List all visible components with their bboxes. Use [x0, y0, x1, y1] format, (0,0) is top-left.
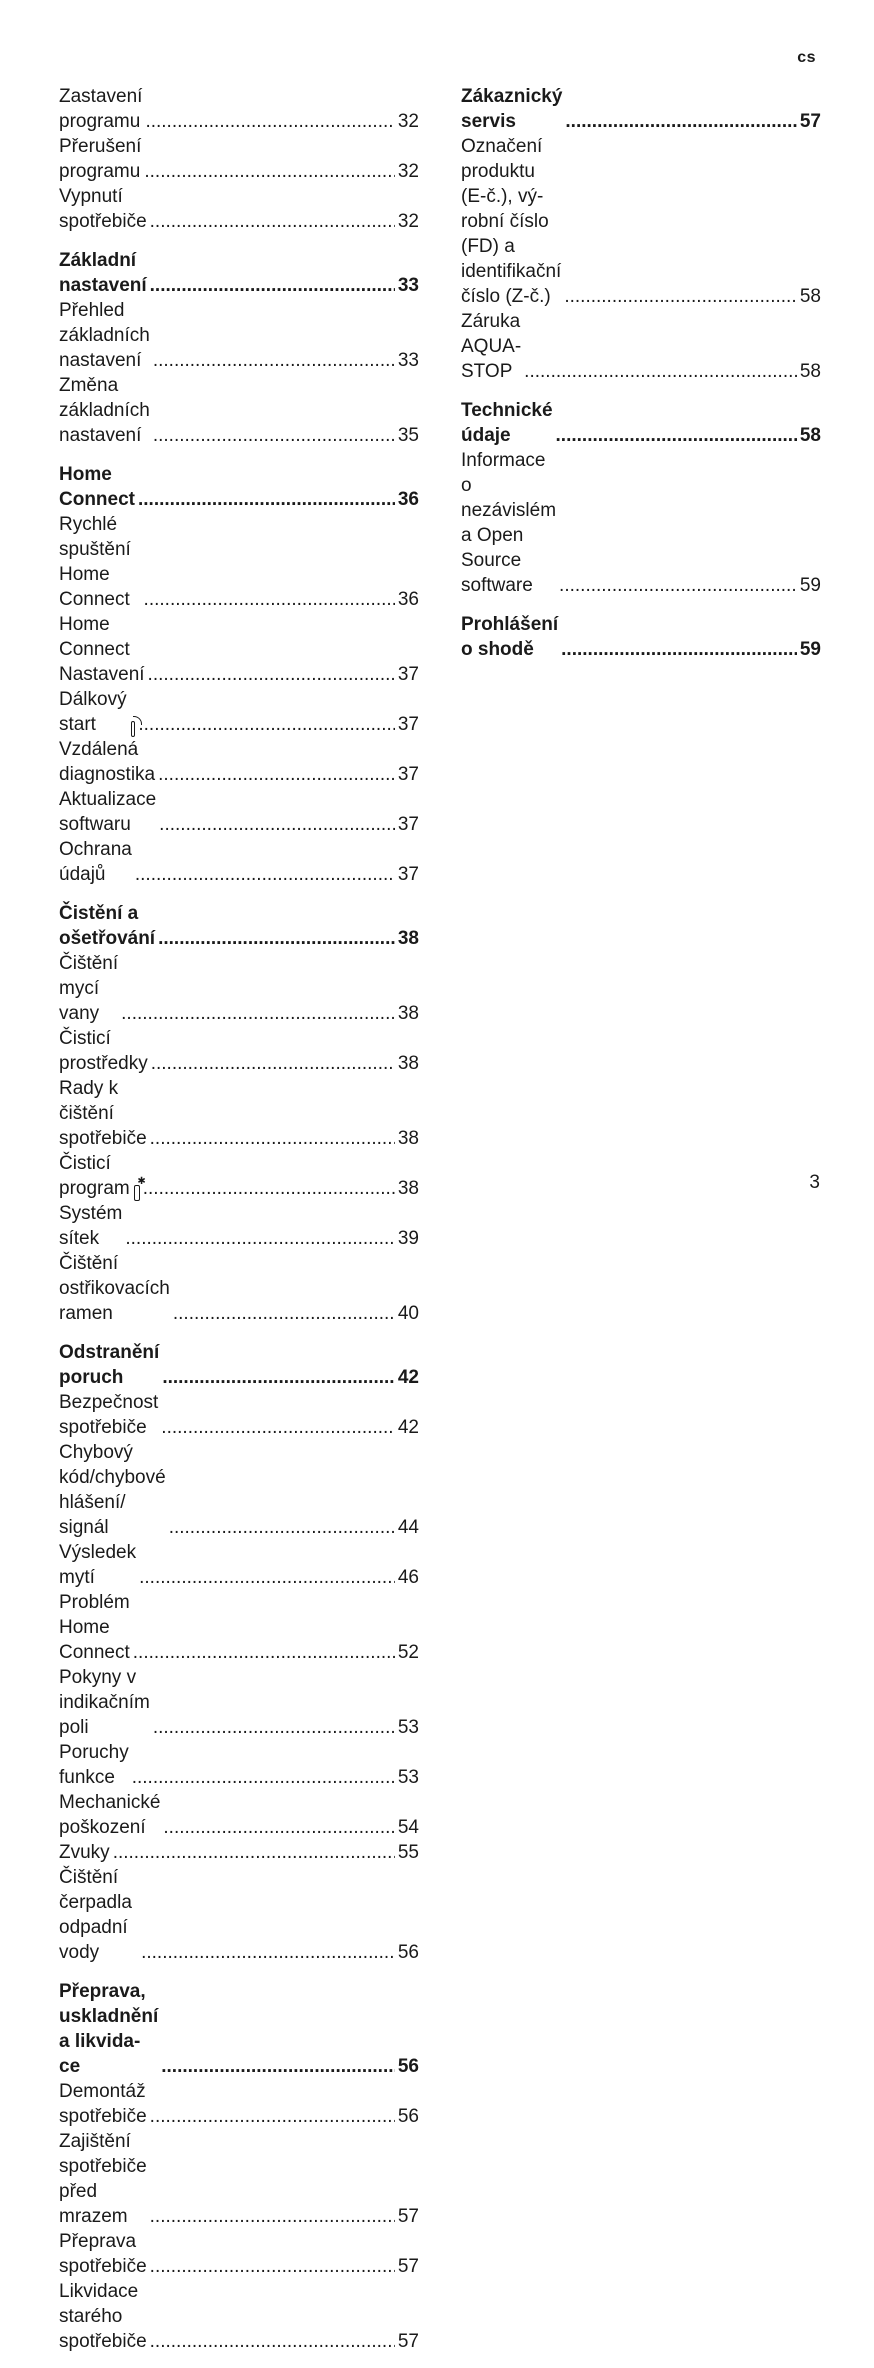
- toc-leader-dots: [151, 1051, 395, 1076]
- toc-page-number: 38: [397, 1003, 419, 1024]
- toc-leader-dots: [150, 273, 395, 298]
- toc-entry[interactable]: [59, 787, 419, 837]
- toc-entry[interactable]: [59, 184, 419, 234]
- toc-entry[interactable]: [59, 1440, 419, 1540]
- toc-leader-dots: [150, 2329, 395, 2354]
- toc-leader-dots: [135, 862, 395, 887]
- toc-page-number: 46: [397, 1567, 419, 1588]
- toc-page-number: 32: [397, 111, 419, 132]
- toc-leader-dots: [144, 159, 394, 184]
- toc-entry-label: Informace o nezávislém a Open Source software: [461, 450, 557, 596]
- toc-leader-dots: [150, 209, 395, 234]
- toc-section: [461, 84, 821, 384]
- toc-leader-dots: [139, 1565, 395, 1590]
- toc-leader-dots: [561, 637, 797, 662]
- toc-leader-dots: [144, 587, 395, 612]
- toc-leader-dots: [138, 712, 394, 737]
- toc-page-number: 44: [397, 1517, 419, 1538]
- toc-leader-dots: [150, 2204, 395, 2229]
- toc-left-column: [59, 84, 419, 2368]
- toc-page-number: 56: [397, 2056, 419, 2077]
- toc-leader-dots: [113, 1840, 395, 1865]
- toc-entry[interactable]: [59, 1076, 419, 1151]
- toc-entry-label: Systém sítek: [59, 1203, 123, 1249]
- toc-page-number: 39: [397, 1228, 419, 1249]
- toc-leader-dots: [150, 2104, 395, 2129]
- toc-leader-dots: [153, 348, 395, 373]
- toc-entry[interactable]: [59, 737, 419, 787]
- toc-leader-dots: [148, 662, 395, 687]
- toc-entry[interactable]: [59, 837, 419, 887]
- toc-leader-dots: [162, 1365, 395, 1390]
- toc-entry[interactable]: [59, 512, 419, 612]
- toc-entry-label: Vzdálená diagnostika: [59, 739, 156, 785]
- toc-entry-label: Zajištění spotřebiče před mrazem: [59, 2131, 147, 2227]
- toc-leader-dots: [524, 359, 797, 384]
- toc-entry-label: Zvuky: [59, 1842, 110, 1863]
- toc-page-number: 57: [397, 2206, 419, 2227]
- toc-page-number: 33: [397, 350, 419, 371]
- toc-section-heading[interactable]: [59, 1340, 419, 1390]
- toc-entry-label: Problém Home Connect: [59, 1592, 130, 1663]
- toc-section: [59, 84, 419, 234]
- toc-entry-label: Čisticí prostředky: [59, 1028, 148, 1074]
- toc-entry[interactable]: [59, 134, 419, 184]
- toc-page-number: 37: [397, 814, 419, 835]
- toc-leader-dots: [556, 423, 797, 448]
- toc-entry[interactable]: [59, 612, 419, 687]
- toc-entry[interactable]: [59, 1201, 419, 1251]
- toc-entry[interactable]: [59, 298, 419, 373]
- toc-entry-label: Home Connect Nastavení: [59, 614, 145, 685]
- toc-entry[interactable]: [461, 134, 821, 309]
- toc-entry-label: Dálkový start: [59, 689, 127, 735]
- toc-page-number: 53: [397, 1717, 419, 1738]
- toc-page-number: 37: [397, 764, 419, 785]
- toc-leader-dots: [564, 284, 797, 309]
- toc-section-heading[interactable]: [461, 398, 821, 448]
- toc-entry[interactable]: [59, 1026, 419, 1076]
- toc-page-number: 36: [397, 489, 419, 510]
- toc-entry[interactable]: [59, 1390, 419, 1440]
- toc-leader-dots: [169, 1515, 395, 1540]
- toc-section: [59, 248, 419, 448]
- toc-entry-label: Čistění a ošetřování: [59, 903, 156, 949]
- toc-leader-dots: [159, 812, 395, 837]
- toc-leader-dots: [559, 573, 797, 598]
- toc-entry[interactable]: [59, 1540, 419, 1590]
- toc-section: [461, 612, 821, 662]
- toc-leader-dots: [161, 1415, 395, 1440]
- toc-entry-label: Přeprava, uskladnění a likvida- ce: [59, 1981, 159, 2077]
- toc-leader-dots: [150, 1126, 395, 1151]
- toc-entry-label: Odstranění poruch: [59, 1342, 160, 1388]
- toc-page-number: 58: [799, 425, 821, 446]
- toc-right-column: [461, 84, 821, 676]
- toc-entry-label: Prohlášení o shodě: [461, 614, 559, 660]
- toc-entry-label: Záruka AQUA-STOP: [461, 311, 522, 382]
- toc-leader-dots: [121, 1001, 395, 1026]
- toc-entry-label: Zákaznický servis: [461, 86, 563, 132]
- toc-leader-dots: [163, 1815, 394, 1840]
- toc-section: [59, 1340, 419, 1965]
- toc-entry-label: Změna základních nastavení: [59, 375, 150, 446]
- toc-page-number: 32: [397, 211, 419, 232]
- toc-section: [59, 901, 419, 1326]
- toc-entry-label: Čištění mycí vany: [59, 953, 119, 1024]
- toc-entry-label: Bezpečnost spotřebiče: [59, 1392, 159, 1438]
- toc-entry-label: Technické údaje: [461, 400, 553, 446]
- toc-page-number: 37: [397, 864, 419, 885]
- toc-entry[interactable]: [461, 448, 821, 598]
- toc-page-number: 56: [397, 1942, 419, 1963]
- toc-entry[interactable]: [59, 1151, 419, 1201]
- toc-section-heading[interactable]: [59, 1979, 419, 2079]
- toc-entry[interactable]: [59, 1840, 419, 1865]
- toc-entry[interactable]: [59, 2229, 419, 2279]
- toc-entry-label: Označení produktu (E-č.), vý- robní číslo (FD) a identifikační číslo (Z-č.): [461, 136, 562, 307]
- toc-page-number: 56: [397, 2106, 419, 2127]
- cleaning-program-icon: [134, 1185, 140, 1201]
- toc-section-heading[interactable]: [59, 901, 419, 951]
- toc-leader-dots: [125, 1226, 395, 1251]
- toc-leader-dots: [158, 762, 395, 787]
- toc-entry-label: Demontáž spotřebiče: [59, 2081, 147, 2127]
- toc-page-number: 59: [799, 575, 821, 596]
- toc-entry-label: Výsledek mytí: [59, 1542, 137, 1588]
- toc-page-number: 57: [799, 111, 821, 132]
- toc-leader-dots: [138, 487, 395, 512]
- toc-section-heading[interactable]: [461, 84, 821, 134]
- language-code: cs: [797, 49, 816, 66]
- toc-section: [59, 1979, 419, 2354]
- toc-entry-label: Zastavení programu: [59, 86, 143, 132]
- toc-entry[interactable]: [59, 1865, 419, 1965]
- toc-entry-label: Čisticí program: [59, 1153, 130, 1199]
- toc-page-number: 38: [397, 1128, 419, 1149]
- toc-entry-label: Ochrana údajů: [59, 839, 132, 885]
- toc-leader-dots: [133, 1640, 395, 1665]
- toc-entry-label: Vypnutí spotřebiče: [59, 186, 147, 232]
- toc-entry[interactable]: [59, 1665, 419, 1740]
- page-number: 3: [809, 1172, 820, 1193]
- toc-entry-label: Likvidace starého spotřebiče: [59, 2281, 147, 2352]
- toc-page-number: 59: [799, 639, 821, 660]
- toc-page-number: 38: [397, 1178, 419, 1199]
- toc-page-number: 58: [799, 361, 821, 382]
- toc-entry-label: Home Connect: [59, 464, 135, 510]
- toc-page-number: 32: [397, 161, 419, 182]
- toc-section-heading[interactable]: [461, 612, 821, 662]
- toc-entry-label: Základní nastavení: [59, 250, 147, 296]
- toc-section: [59, 462, 419, 887]
- toc-page-number: 58: [799, 286, 821, 307]
- toc-entry[interactable]: [59, 2129, 419, 2229]
- toc-leader-dots: [143, 1176, 395, 1201]
- toc-entry-label: Pokyny v indikačním poli: [59, 1667, 150, 1738]
- toc-page-number: 33: [397, 275, 419, 296]
- toc-leader-dots: [132, 1765, 395, 1790]
- toc-entry-label: Přeprava spotřebiče: [59, 2231, 147, 2277]
- toc-page-number: 52: [397, 1642, 419, 1663]
- toc-entry[interactable]: [59, 1740, 419, 1790]
- toc-leader-dots: [145, 109, 394, 134]
- toc-entry[interactable]: [59, 2279, 419, 2354]
- toc-entry-label: Poruchy funkce: [59, 1742, 129, 1788]
- toc-entry-label: Přehled základních nastavení: [59, 300, 150, 371]
- toc-entry-label: Čištění ostřikovacích ramen: [59, 1253, 170, 1324]
- toc-entry-label: Rychlé spuštění Home Connect: [59, 514, 131, 610]
- toc-leader-dots: [161, 2054, 395, 2079]
- toc-entry[interactable]: [59, 1790, 419, 1840]
- toc-page-number: 54: [397, 1817, 419, 1838]
- toc-page-number: 57: [397, 2331, 419, 2352]
- toc-entry[interactable]: [59, 2079, 419, 2129]
- toc-entry-label: Přerušení programu: [59, 136, 142, 182]
- toc-page-number: 55: [397, 1842, 419, 1863]
- toc-page-number: 36: [397, 589, 419, 610]
- toc-section: [461, 398, 821, 598]
- toc-leader-dots: [158, 926, 395, 951]
- toc-leader-dots: [153, 423, 395, 448]
- toc-page-number: 37: [397, 714, 419, 735]
- toc-page-number: 42: [397, 1417, 419, 1438]
- toc-entry-label: Rady k čištění spotřebiče: [59, 1078, 147, 1149]
- toc-page-number: 38: [397, 928, 419, 949]
- toc-entry[interactable]: [59, 373, 419, 448]
- toc-leader-dots: [173, 1301, 395, 1326]
- toc-entry[interactable]: [59, 951, 419, 1026]
- toc-entry-label: Chybový kód/chybové hlášení/ signál: [59, 1442, 166, 1538]
- toc-leader-dots: [141, 1940, 395, 1965]
- toc-leader-dots: [153, 1715, 395, 1740]
- toc-entry-label: Mechanické poškození: [59, 1792, 161, 1838]
- toc-leader-dots: [565, 109, 796, 134]
- toc-leader-dots: [150, 2254, 395, 2279]
- toc-page-number: 38: [397, 1053, 419, 1074]
- toc-page-number: 53: [397, 1767, 419, 1788]
- toc-entry[interactable]: [59, 84, 419, 134]
- toc-page-number: 37: [397, 664, 419, 685]
- toc-section-heading[interactable]: [59, 462, 419, 512]
- toc-entry[interactable]: [461, 309, 821, 384]
- toc-entry-label: Aktualizace softwaru: [59, 789, 157, 835]
- remote-start-icon: [131, 721, 136, 737]
- toc-entry[interactable]: [59, 687, 419, 737]
- toc-entry[interactable]: [59, 1590, 419, 1665]
- toc-section-heading[interactable]: [59, 248, 419, 298]
- toc-page-number: 42: [397, 1367, 419, 1388]
- toc-page-number: 57: [397, 2256, 419, 2277]
- toc-page-number: 35: [397, 425, 419, 446]
- toc-entry-label: Čištění čerpadla odpadní vody: [59, 1867, 132, 1963]
- toc-page-number: 40: [397, 1303, 419, 1324]
- toc-entry[interactable]: [59, 1251, 419, 1326]
